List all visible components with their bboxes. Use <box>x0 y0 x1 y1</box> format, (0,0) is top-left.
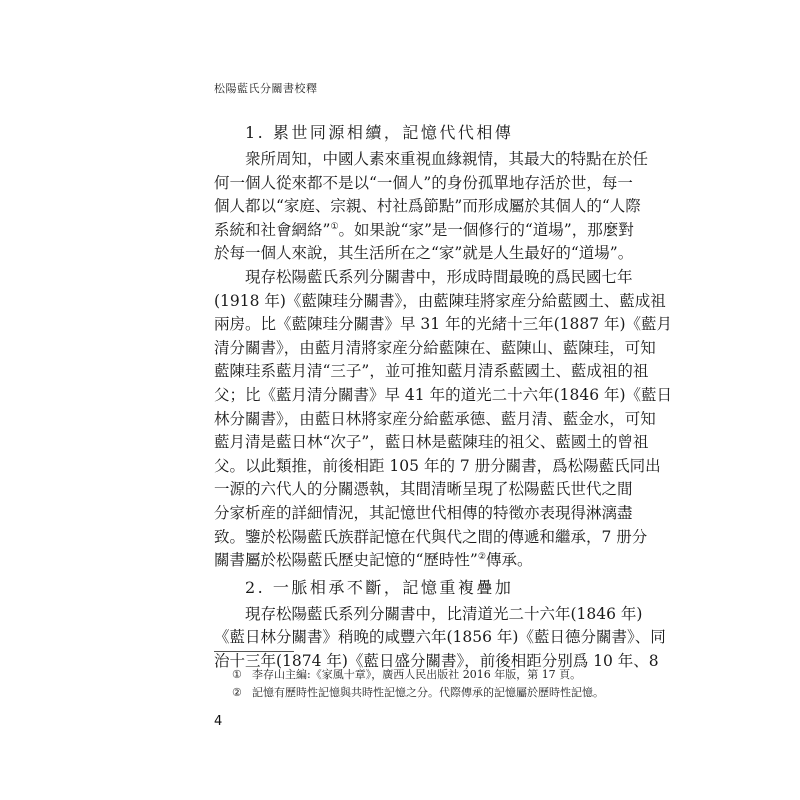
text-line: 現存松陽藍氏系列分關書中，形成時間最晚的爲民國七年 <box>245 267 633 286</box>
running-title: 松陽藍氏分關書校釋 <box>214 82 318 95</box>
text-line: 個人都以“家庭、宗親、村社爲節點”而形成屬於其個人的“人際 <box>214 197 641 216</box>
section-heading-1: 1. 累世同源相續，記憶代代相傳 <box>245 123 514 142</box>
text-line: 父；比《藍月清分關書》早 41 年的道光二十六年(1846 年)《藍日 <box>214 385 673 404</box>
text-line: 治十三年(1874 年)《藍日盛分關書》，前後相距分别爲 10 年、8 <box>214 651 659 670</box>
footnote-mark: ② <box>232 686 242 699</box>
footnotes <box>232 666 612 702</box>
text-line: 父。以此類推，前後相距 105 年的 7 册分關書，爲松陽藍氏同出 <box>214 456 661 475</box>
text-line: 藍月清是藍日林“次子”，藍日林是藍陳珪的祖父、藍國土的曾祖 <box>214 433 649 452</box>
text-line: (1918 年)《藍陳珪分關書》，由藍陳珪將家産分給藍國土、藍成祖 <box>214 291 666 310</box>
text-line: 藍陳珪系藍月清“三子”，並可推知藍月清系藍國土、藍成祖的祖 <box>214 362 649 381</box>
footnote-text: 李存山主編:《家風十章》，廣西人民出版社 2016 年版，第 17 頁。 <box>252 668 582 681</box>
text-line: 現存松陽藍氏系列分關書中，比清道光二十六年(1846 年) <box>245 604 643 623</box>
section-heading-2: 2. 一脈相承不斷，記憶重複疊加 <box>245 577 514 597</box>
page-number: 4 <box>214 714 223 729</box>
text-line: 系統和社會網絡”①。如果說“家”是一個修行的“道場”，那麼對 <box>214 220 634 239</box>
text-line: 分家析産的詳細情況，其記憶世代相傳的特徵亦表現得淋漓盡 <box>214 503 633 522</box>
text-line: 致。鑒於松陽藍氏族群記憶在代與代之間的傳遞和繼承，7 册分 <box>214 527 648 546</box>
text-line: 林分關書》，由藍日林將家産分給藍承德、藍月清、藍金水，可知 <box>214 409 656 428</box>
footnote-ref-2[interactable]: ② <box>477 551 486 562</box>
text-line: 於每一個人來說，其生活所在之“家”就是人生最好的“道場”。 <box>214 244 634 263</box>
footnote-divider <box>214 651 294 652</box>
footnote-2 <box>232 684 612 702</box>
main-text <box>214 118 673 673</box>
text-line: 何一個人從來都不是以“一個人”的身份孤單地存活於世，每一 <box>214 173 633 192</box>
footnote-1 <box>232 666 612 684</box>
text-line: 《藍日林分關書》稍晚的咸豐六年(1856 年)《藍日德分關書》、同 <box>214 628 666 647</box>
text-line: 清分關書》，由藍月清將家産分給藍陳在、藍陳山、藍陳珪，可知 <box>214 338 656 357</box>
footnote-mark: ① <box>232 668 242 681</box>
text-line: 衆所周知，中國人素來重視血緣親情，其最大的特點在於任 <box>245 150 649 168</box>
text-line: 關書屬於松陽藍氏歷史記憶的“歷時性”②傳承。 <box>214 551 533 570</box>
footnote-ref-1[interactable]: ① <box>330 221 339 232</box>
text-line: 一源的六代人的分關憑執，其間清晰呈現了松陽藍氏世代之間 <box>214 480 633 499</box>
text-line: 兩房。比《藍陳珪分關書》早 31 年的光緒十三年(1887 年)《藍月 <box>214 315 673 334</box>
footnote-text: 記憶有歷時性記憶與共時性記憶之分。代際傳承的記憶屬於歷時性記憶。 <box>252 686 604 699</box>
